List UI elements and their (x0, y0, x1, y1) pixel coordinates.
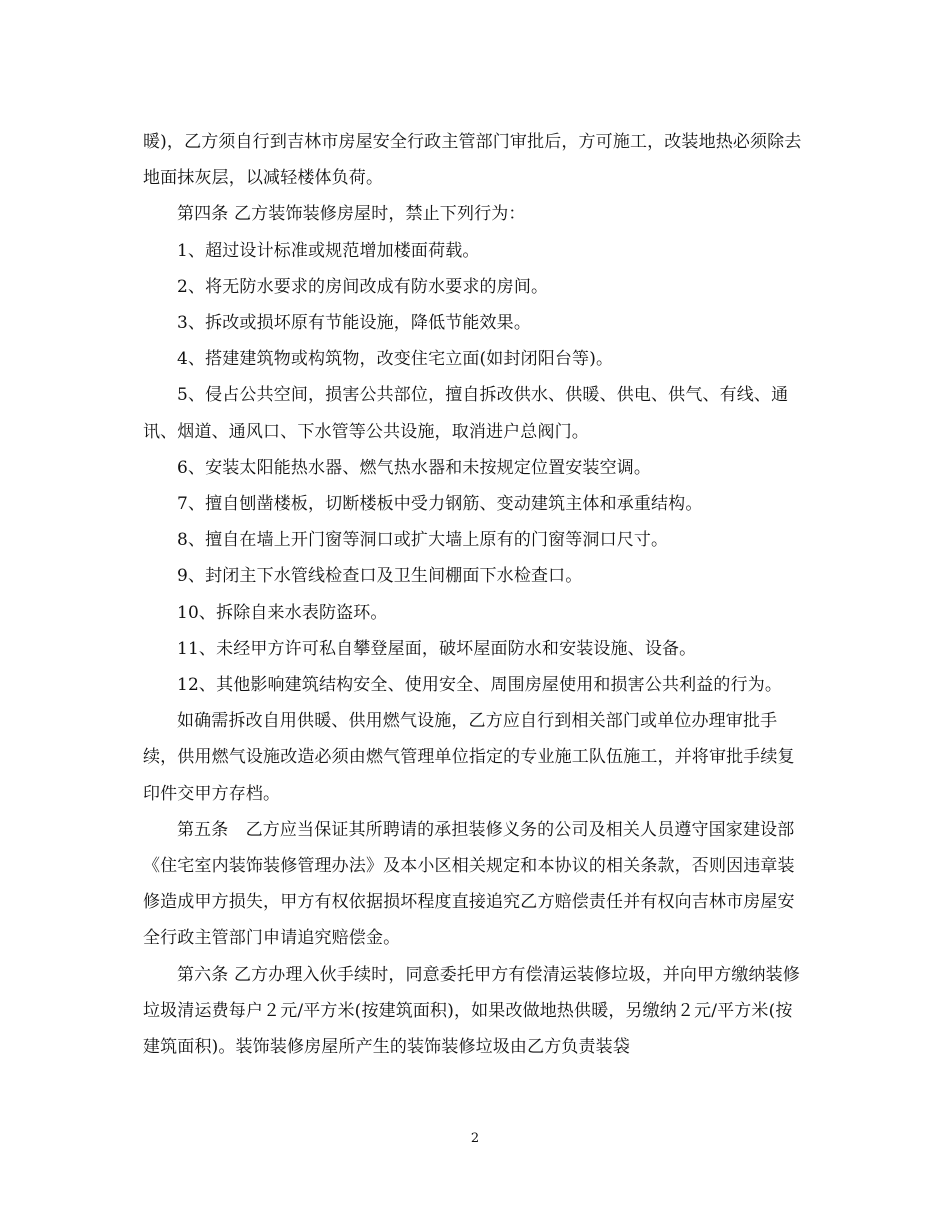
page-number: 2 (470, 1131, 480, 1146)
paragraph: 暖)，乙方须自行到吉林市房屋安全行政主管部门审批后，方可施工，改装地热必须除去地面抹灰层，以减轻楼体负荷。 (143, 132, 802, 189)
paragraph: 4、搭建建筑物或构筑物，改变住宅立面(如封闭阳台等)。 (177, 349, 614, 370)
paragraph: 第五条 乙方应当保证其所聘请的承担装修义务的公司及相关人员遵守国家建设部《住宅室内装饰装修管理办法》及本小区相关规定和本协议的相关条款，否则因违章装修造成甲方损失，甲方有权依据损坏程度直接追究乙方赔偿责任并有权向吉林市房屋安全行政主管部门申请追究赔偿金。 (143, 819, 795, 949)
paragraph: 8、擅自在墙上开门窗等洞口或扩大墙上原有的门窗等洞口尺寸。 (177, 530, 669, 551)
paragraph: 第四条 乙方装饰装修房屋时，禁止下列行为： (177, 204, 526, 225)
paragraph: 1、超过设计标准或规范增加楼面荷载。 (177, 240, 480, 261)
paragraph: 2、将无防水要求的房间改成有防水要求的房间。 (177, 276, 549, 297)
paragraph: 7、擅自刨凿楼板，切断楼板中受力钢筋、变动建筑主体和承重结构。 (177, 494, 703, 515)
paragraph: 第六条 乙方办理入伙手续时，同意委托甲方有偿清运装修垃圾，并向甲方缴纳装修垃圾清运费每户２元/平方米(按建筑面积)，如果改做地热供暖，另缴纳２元/平方米(按建筑面积)。装饰装修房屋所产生的装饰装修垃圾由乙方负责装袋 (143, 964, 800, 1058)
paragraph: 11、未经甲方许可私自攀登屋面，破坏屋面防水和安装设施、设备。 (177, 638, 697, 659)
paragraph: 5、侵占公共空间，损害公共部位，擅自拆改供水、供暖、供电、供气、有线、通讯、烟道、通风口、下水管等公共设施，取消进户总阀门。 (143, 385, 789, 442)
document-body (143, 124, 807, 1065)
paragraph: 10、拆除自来水表防盗环。 (177, 602, 388, 623)
paragraph: 如确需拆改自用供暖、供用燃气设施，乙方应自行到相关部门或单位办理审批手续，供用燃气设施改造必须由燃气管理单位指定的专业施工队伍施工，并将审批手续复印件交甲方存档。 (143, 711, 795, 804)
paragraph: 9、封闭主下水管线检查口及卫生间棚面下水检查口。 (177, 566, 583, 587)
paragraph: 6、安装太阳能热水器、燃气热水器和未按规定位置安装空调。 (177, 457, 652, 478)
paragraph: 3、拆改或损坏原有节能设施，降低节能效果。 (177, 313, 531, 334)
paragraph: 12、其他影响建筑结构安全、使用安全、周围房屋使用和损害公共利益的行为。 (177, 675, 783, 696)
